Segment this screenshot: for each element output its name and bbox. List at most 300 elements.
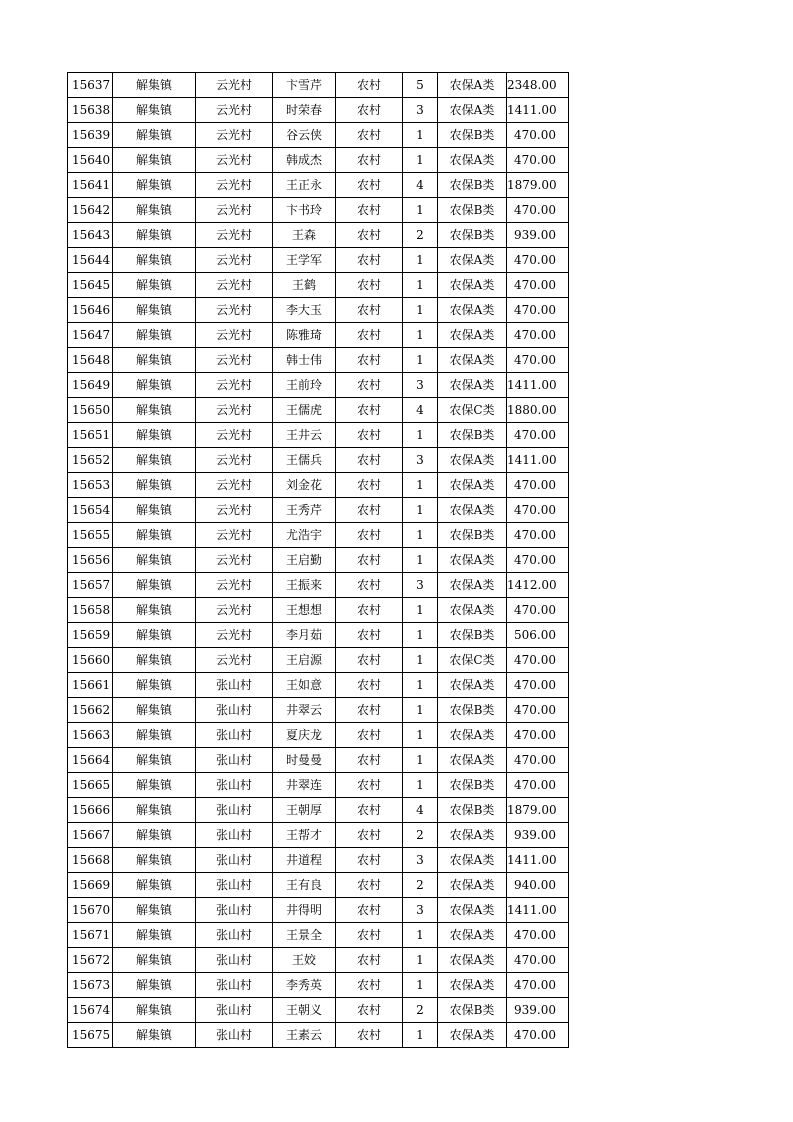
- amount-cell: 470.00: [507, 948, 569, 973]
- insurance-category-cell: 农保B类: [438, 523, 507, 548]
- record-id-cell: 15640: [68, 148, 113, 173]
- name-cell: 王正永: [273, 173, 336, 198]
- member-count-cell: 1: [403, 698, 438, 723]
- record-id-cell: 15660: [68, 648, 113, 673]
- name-cell: 韩成杰: [273, 148, 336, 173]
- member-count-cell: 1: [403, 348, 438, 373]
- insurance-category-cell: 农保A类: [438, 148, 507, 173]
- town-cell: 解集镇: [113, 973, 196, 998]
- name-cell: 王启勤: [273, 548, 336, 573]
- table-row: [68, 573, 569, 598]
- name-cell: 王森: [273, 223, 336, 248]
- amount-cell: 1412.00: [507, 573, 569, 598]
- village-cell: 张山村: [196, 848, 273, 873]
- household-type-cell: 农村: [336, 98, 403, 123]
- record-id-cell: 15641: [68, 173, 113, 198]
- member-count-cell: 1: [403, 498, 438, 523]
- insurance-category-cell: 农保B类: [438, 698, 507, 723]
- record-id-cell: 15639: [68, 123, 113, 148]
- insurance-category-cell: 农保A类: [438, 823, 507, 848]
- insurance-category-cell: 农保B类: [438, 623, 507, 648]
- insurance-category-cell: 农保A类: [438, 923, 507, 948]
- name-cell: 王前玲: [273, 373, 336, 398]
- town-cell: 解集镇: [113, 673, 196, 698]
- household-type-cell: 农村: [336, 148, 403, 173]
- household-type-cell: 农村: [336, 298, 403, 323]
- insurance-category-cell: 农保A类: [438, 498, 507, 523]
- village-cell: 云光村: [196, 73, 273, 98]
- record-id-cell: 15656: [68, 548, 113, 573]
- town-cell: 解集镇: [113, 648, 196, 673]
- insurance-category-cell: 农保A类: [438, 373, 507, 398]
- insurance-category-cell: 农保A类: [438, 673, 507, 698]
- village-cell: 张山村: [196, 723, 273, 748]
- name-cell: 时荣春: [273, 98, 336, 123]
- insurance-category-cell: 农保A类: [438, 973, 507, 998]
- village-cell: 云光村: [196, 173, 273, 198]
- village-cell: 张山村: [196, 773, 273, 798]
- household-type-cell: 农村: [336, 598, 403, 623]
- table-row: [68, 723, 569, 748]
- record-id-cell: 15644: [68, 248, 113, 273]
- name-cell: 王朝义: [273, 998, 336, 1023]
- table-row: [68, 648, 569, 673]
- amount-cell: 939.00: [507, 223, 569, 248]
- beneficiary-table: [67, 72, 569, 1048]
- record-id-cell: 15645: [68, 273, 113, 298]
- member-count-cell: 1: [403, 248, 438, 273]
- town-cell: 解集镇: [113, 423, 196, 448]
- member-count-cell: 1: [403, 1023, 438, 1048]
- insurance-category-cell: 农保B类: [438, 173, 507, 198]
- household-type-cell: 农村: [336, 948, 403, 973]
- name-cell: 时曼曼: [273, 748, 336, 773]
- member-count-cell: 3: [403, 573, 438, 598]
- village-cell: 云光村: [196, 598, 273, 623]
- amount-cell: 470.00: [507, 748, 569, 773]
- village-cell: 云光村: [196, 198, 273, 223]
- table-row: [68, 123, 569, 148]
- village-cell: 张山村: [196, 1023, 273, 1048]
- household-type-cell: 农村: [336, 198, 403, 223]
- name-cell: 夏庆龙: [273, 723, 336, 748]
- village-cell: 云光村: [196, 548, 273, 573]
- household-type-cell: 农村: [336, 748, 403, 773]
- record-id-cell: 15674: [68, 998, 113, 1023]
- town-cell: 解集镇: [113, 223, 196, 248]
- town-cell: 解集镇: [113, 573, 196, 598]
- village-cell: 云光村: [196, 348, 273, 373]
- name-cell: 井得明: [273, 898, 336, 923]
- town-cell: 解集镇: [113, 448, 196, 473]
- household-type-cell: 农村: [336, 873, 403, 898]
- amount-cell: 1411.00: [507, 373, 569, 398]
- name-cell: 刘金花: [273, 473, 336, 498]
- town-cell: 解集镇: [113, 198, 196, 223]
- member-count-cell: 1: [403, 673, 438, 698]
- village-cell: 云光村: [196, 648, 273, 673]
- household-type-cell: 农村: [336, 998, 403, 1023]
- amount-cell: 1411.00: [507, 448, 569, 473]
- member-count-cell: 1: [403, 123, 438, 148]
- town-cell: 解集镇: [113, 798, 196, 823]
- village-cell: 云光村: [196, 148, 273, 173]
- insurance-category-cell: 农保B类: [438, 798, 507, 823]
- table-row: [68, 923, 569, 948]
- table-row: [68, 373, 569, 398]
- table-row: [68, 823, 569, 848]
- town-cell: 解集镇: [113, 473, 196, 498]
- household-type-cell: 农村: [336, 348, 403, 373]
- amount-cell: 470.00: [507, 548, 569, 573]
- amount-cell: 470.00: [507, 698, 569, 723]
- village-cell: 云光村: [196, 498, 273, 523]
- table-row: [68, 898, 569, 923]
- household-type-cell: 农村: [336, 573, 403, 598]
- member-count-cell: 1: [403, 773, 438, 798]
- table-row: [68, 423, 569, 448]
- amount-cell: 470.00: [507, 198, 569, 223]
- amount-cell: 470.00: [507, 123, 569, 148]
- household-type-cell: 农村: [336, 798, 403, 823]
- amount-cell: 506.00: [507, 623, 569, 648]
- table-row: [68, 623, 569, 648]
- town-cell: 解集镇: [113, 848, 196, 873]
- record-id-cell: 15657: [68, 573, 113, 598]
- name-cell: 王如意: [273, 673, 336, 698]
- town-cell: 解集镇: [113, 523, 196, 548]
- record-id-cell: 15648: [68, 348, 113, 373]
- table-row: [68, 548, 569, 573]
- record-id-cell: 15654: [68, 498, 113, 523]
- insurance-category-cell: 农保B类: [438, 223, 507, 248]
- amount-cell: 470.00: [507, 973, 569, 998]
- table-row: [68, 98, 569, 123]
- village-cell: 张山村: [196, 823, 273, 848]
- town-cell: 解集镇: [113, 1023, 196, 1048]
- record-id-cell: 15669: [68, 873, 113, 898]
- household-type-cell: 农村: [336, 1023, 403, 1048]
- record-id-cell: 15650: [68, 398, 113, 423]
- village-cell: 云光村: [196, 323, 273, 348]
- amount-cell: 470.00: [507, 323, 569, 348]
- member-count-cell: 1: [403, 723, 438, 748]
- town-cell: 解集镇: [113, 598, 196, 623]
- member-count-cell: 1: [403, 648, 438, 673]
- amount-cell: 470.00: [507, 423, 569, 448]
- record-id-cell: 15651: [68, 423, 113, 448]
- insurance-category-cell: 农保B类: [438, 423, 507, 448]
- village-cell: 张山村: [196, 798, 273, 823]
- amount-cell: 470.00: [507, 248, 569, 273]
- town-cell: 解集镇: [113, 548, 196, 573]
- member-count-cell: 1: [403, 423, 438, 448]
- member-count-cell: 1: [403, 523, 438, 548]
- member-count-cell: 5: [403, 73, 438, 98]
- record-id-cell: 15659: [68, 623, 113, 648]
- amount-cell: 470.00: [507, 648, 569, 673]
- household-type-cell: 农村: [336, 498, 403, 523]
- table-row: [68, 598, 569, 623]
- town-cell: 解集镇: [113, 398, 196, 423]
- member-count-cell: 3: [403, 848, 438, 873]
- record-id-cell: 15675: [68, 1023, 113, 1048]
- household-type-cell: 农村: [336, 623, 403, 648]
- member-count-cell: 1: [403, 298, 438, 323]
- amount-cell: 1411.00: [507, 98, 569, 123]
- village-cell: 张山村: [196, 898, 273, 923]
- record-id-cell: 15667: [68, 823, 113, 848]
- record-id-cell: 15658: [68, 598, 113, 623]
- village-cell: 云光村: [196, 298, 273, 323]
- table-row: [68, 1023, 569, 1048]
- table-row: [68, 473, 569, 498]
- insurance-category-cell: 农保A类: [438, 1023, 507, 1048]
- table-row: [68, 223, 569, 248]
- record-id-cell: 15646: [68, 298, 113, 323]
- amount-cell: 470.00: [507, 598, 569, 623]
- name-cell: 陈雅琦: [273, 323, 336, 348]
- town-cell: 解集镇: [113, 298, 196, 323]
- household-type-cell: 农村: [336, 448, 403, 473]
- document-sheet: [67, 72, 569, 1048]
- household-type-cell: 农村: [336, 473, 403, 498]
- village-cell: 云光村: [196, 98, 273, 123]
- village-cell: 云光村: [196, 623, 273, 648]
- town-cell: 解集镇: [113, 123, 196, 148]
- village-cell: 张山村: [196, 873, 273, 898]
- insurance-category-cell: 农保A类: [438, 898, 507, 923]
- town-cell: 解集镇: [113, 498, 196, 523]
- table-row: [68, 198, 569, 223]
- town-cell: 解集镇: [113, 998, 196, 1023]
- insurance-category-cell: 农保A类: [438, 723, 507, 748]
- insurance-category-cell: 农保A类: [438, 873, 507, 898]
- insurance-category-cell: 农保A类: [438, 448, 507, 473]
- insurance-category-cell: 农保A类: [438, 473, 507, 498]
- household-type-cell: 农村: [336, 323, 403, 348]
- household-type-cell: 农村: [336, 848, 403, 873]
- household-type-cell: 农村: [336, 373, 403, 398]
- amount-cell: 470.00: [507, 923, 569, 948]
- table-row: [68, 773, 569, 798]
- village-cell: 张山村: [196, 923, 273, 948]
- insurance-category-cell: 农保A类: [438, 848, 507, 873]
- member-count-cell: 1: [403, 623, 438, 648]
- member-count-cell: 1: [403, 973, 438, 998]
- village-cell: 云光村: [196, 398, 273, 423]
- insurance-category-cell: 农保A类: [438, 573, 507, 598]
- name-cell: 李大玉: [273, 298, 336, 323]
- town-cell: 解集镇: [113, 823, 196, 848]
- amount-cell: 470.00: [507, 1023, 569, 1048]
- town-cell: 解集镇: [113, 698, 196, 723]
- village-cell: 云光村: [196, 448, 273, 473]
- member-count-cell: 2: [403, 998, 438, 1023]
- amount-cell: 470.00: [507, 723, 569, 748]
- town-cell: 解集镇: [113, 98, 196, 123]
- town-cell: 解集镇: [113, 323, 196, 348]
- name-cell: 井翠云: [273, 698, 336, 723]
- record-id-cell: 15655: [68, 523, 113, 548]
- amount-cell: 470.00: [507, 773, 569, 798]
- record-id-cell: 15668: [68, 848, 113, 873]
- table-row: [68, 873, 569, 898]
- table-row: [68, 173, 569, 198]
- amount-cell: 1411.00: [507, 848, 569, 873]
- table-body: [68, 73, 569, 1048]
- name-cell: 王素云: [273, 1023, 336, 1048]
- member-count-cell: 1: [403, 473, 438, 498]
- amount-cell: 470.00: [507, 523, 569, 548]
- record-id-cell: 15673: [68, 973, 113, 998]
- town-cell: 解集镇: [113, 373, 196, 398]
- amount-cell: 2348.00: [507, 73, 569, 98]
- name-cell: 王鹤: [273, 273, 336, 298]
- table-row: [68, 398, 569, 423]
- insurance-category-cell: 农保A类: [438, 98, 507, 123]
- member-count-cell: 1: [403, 748, 438, 773]
- table-row: [68, 348, 569, 373]
- village-cell: 云光村: [196, 473, 273, 498]
- member-count-cell: 2: [403, 823, 438, 848]
- table-row: [68, 498, 569, 523]
- record-id-cell: 15649: [68, 373, 113, 398]
- record-id-cell: 15642: [68, 198, 113, 223]
- town-cell: 解集镇: [113, 773, 196, 798]
- name-cell: 卞雪芹: [273, 73, 336, 98]
- village-cell: 云光村: [196, 373, 273, 398]
- table-row: [68, 298, 569, 323]
- table-row: [68, 848, 569, 873]
- village-cell: 云光村: [196, 223, 273, 248]
- household-type-cell: 农村: [336, 73, 403, 98]
- name-cell: 王启源: [273, 648, 336, 673]
- household-type-cell: 农村: [336, 773, 403, 798]
- record-id-cell: 15653: [68, 473, 113, 498]
- member-count-cell: 4: [403, 173, 438, 198]
- member-count-cell: 3: [403, 898, 438, 923]
- member-count-cell: 1: [403, 198, 438, 223]
- amount-cell: 1879.00: [507, 798, 569, 823]
- record-id-cell: 15638: [68, 98, 113, 123]
- household-type-cell: 农村: [336, 673, 403, 698]
- name-cell: 李秀英: [273, 973, 336, 998]
- insurance-category-cell: 农保B类: [438, 773, 507, 798]
- amount-cell: 1411.00: [507, 898, 569, 923]
- amount-cell: 470.00: [507, 473, 569, 498]
- insurance-category-cell: 农保B类: [438, 198, 507, 223]
- member-count-cell: 1: [403, 548, 438, 573]
- name-cell: 王有良: [273, 873, 336, 898]
- name-cell: 王帮才: [273, 823, 336, 848]
- member-count-cell: 1: [403, 273, 438, 298]
- household-type-cell: 农村: [336, 923, 403, 948]
- household-type-cell: 农村: [336, 123, 403, 148]
- village-cell: 张山村: [196, 998, 273, 1023]
- name-cell: 韩士伟: [273, 348, 336, 373]
- record-id-cell: 15666: [68, 798, 113, 823]
- insurance-category-cell: 农保A类: [438, 548, 507, 573]
- village-cell: 云光村: [196, 423, 273, 448]
- insurance-category-cell: 农保A类: [438, 273, 507, 298]
- insurance-category-cell: 农保C类: [438, 398, 507, 423]
- name-cell: 井翠连: [273, 773, 336, 798]
- member-count-cell: 4: [403, 798, 438, 823]
- member-count-cell: 1: [403, 948, 438, 973]
- name-cell: 李月茹: [273, 623, 336, 648]
- household-type-cell: 农村: [336, 248, 403, 273]
- member-count-cell: 4: [403, 398, 438, 423]
- table-row: [68, 273, 569, 298]
- name-cell: 王振来: [273, 573, 336, 598]
- record-id-cell: 15663: [68, 723, 113, 748]
- insurance-category-cell: 农保B类: [438, 123, 507, 148]
- town-cell: 解集镇: [113, 923, 196, 948]
- town-cell: 解集镇: [113, 898, 196, 923]
- member-count-cell: 1: [403, 598, 438, 623]
- household-type-cell: 农村: [336, 898, 403, 923]
- name-cell: 卞书玲: [273, 198, 336, 223]
- household-type-cell: 农村: [336, 423, 403, 448]
- household-type-cell: 农村: [336, 723, 403, 748]
- town-cell: 解集镇: [113, 273, 196, 298]
- town-cell: 解集镇: [113, 723, 196, 748]
- record-id-cell: 15672: [68, 948, 113, 973]
- member-count-cell: 3: [403, 373, 438, 398]
- name-cell: 王景全: [273, 923, 336, 948]
- insurance-category-cell: 农保A类: [438, 948, 507, 973]
- insurance-category-cell: 农保B类: [438, 998, 507, 1023]
- household-type-cell: 农村: [336, 973, 403, 998]
- table-row: [68, 323, 569, 348]
- amount-cell: 470.00: [507, 148, 569, 173]
- name-cell: 王学军: [273, 248, 336, 273]
- record-id-cell: 15637: [68, 73, 113, 98]
- name-cell: 王想想: [273, 598, 336, 623]
- table-row: [68, 523, 569, 548]
- table-row: [68, 673, 569, 698]
- name-cell: 王儒虎: [273, 398, 336, 423]
- insurance-category-cell: 农保A类: [438, 298, 507, 323]
- table-row: [68, 73, 569, 98]
- household-type-cell: 农村: [336, 698, 403, 723]
- table-row: [68, 798, 569, 823]
- table-row: [68, 248, 569, 273]
- insurance-category-cell: 农保A类: [438, 348, 507, 373]
- record-id-cell: 15664: [68, 748, 113, 773]
- record-id-cell: 15652: [68, 448, 113, 473]
- village-cell: 云光村: [196, 248, 273, 273]
- name-cell: 王姣: [273, 948, 336, 973]
- insurance-category-cell: 农保A类: [438, 598, 507, 623]
- town-cell: 解集镇: [113, 623, 196, 648]
- household-type-cell: 农村: [336, 273, 403, 298]
- amount-cell: 1879.00: [507, 173, 569, 198]
- insurance-category-cell: 农保A类: [438, 73, 507, 98]
- village-cell: 云光村: [196, 273, 273, 298]
- household-type-cell: 农村: [336, 173, 403, 198]
- village-cell: 张山村: [196, 698, 273, 723]
- town-cell: 解集镇: [113, 948, 196, 973]
- member-count-cell: 1: [403, 323, 438, 348]
- member-count-cell: 3: [403, 448, 438, 473]
- name-cell: 王井云: [273, 423, 336, 448]
- record-id-cell: 15670: [68, 898, 113, 923]
- town-cell: 解集镇: [113, 748, 196, 773]
- member-count-cell: 2: [403, 223, 438, 248]
- table-row: [68, 148, 569, 173]
